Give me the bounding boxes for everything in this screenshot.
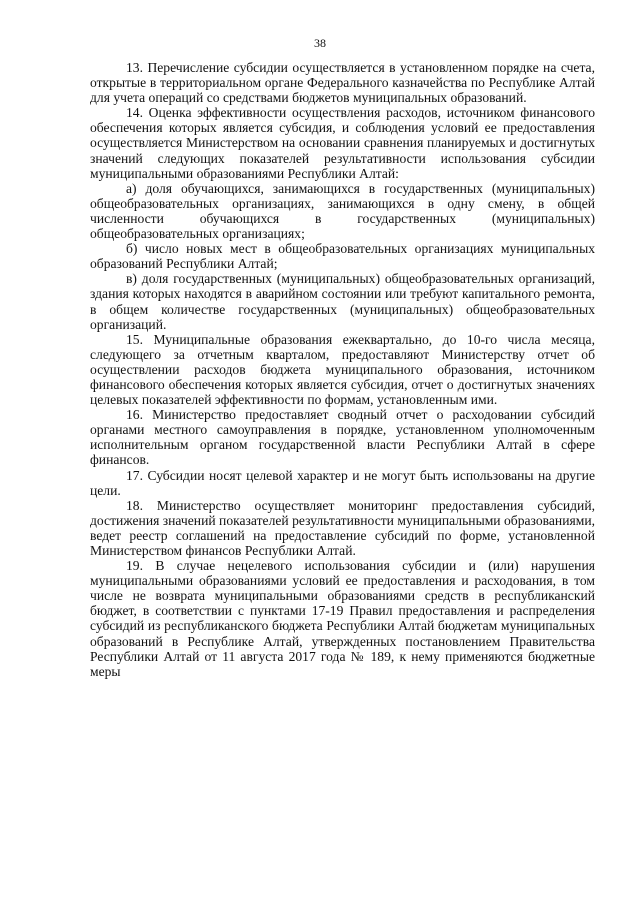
paragraph-14: 14. Оценка эффективности осуществления расходов, источником финансового обеспечения которых является субсидия, и соблюдения условий ее предоставления осуществляется Министерством на основании сравнения планируемых и достигнутых значений следующих показателей результативности использования субсидии муниципальными образованиями Республики Алтай: <box>90 105 595 181</box>
paragraph-14b: б) число новых мест в общеобразовательных организациях муниципальных образований Республики Алтай; <box>90 241 595 272</box>
document-body <box>90 60 595 679</box>
paragraph-14a: а) доля обучающихся, занимающихся в государственных (муниципальных) общеобразовательных организациях, занимающихся в одну смену, в общей численности обучающихся в государственных (муниципальных) общеобразовательных организациях; <box>90 180 595 242</box>
paragraph-17: 17. Субсидии носят целевой характер и не могут быть использованы на другие цели. <box>90 467 595 498</box>
paragraph-14v: в) доля государственных (муниципальных) общеобразовательных организаций, здания которых находятся в аварийном состоянии или требуют капитального ремонта, в общем количестве государственных (муниципальных) общеобразовательных организаций. <box>90 271 595 332</box>
paragraph-19: 19. В случае нецелевого использования субсидии и (или) нарушения муниципальными образованиями условий ее предоставления и расходования, в том числе не возврата муниципальными образованиями средств в республиканский бюджет, в соответствии с пунктами 17-19 Правил предоставления и распределения субсидий из республиканского бюджета Республики Алтай бюджетам муниципальных образований в Республике Алтай, утвержденных постановлением Правительства Республики Алтай от 11 августа 2017 года № 189, к нему применяются бюджетные меры <box>90 558 595 679</box>
paragraph-15: 15. Муниципальные образования ежеквартально, до 10-го числа месяца, следующего за отчетным кварталом, предоставляют Министерству отчет об осуществлении расходов бюджета муниципального образования, источником финансового обеспечения которых является субсидия, отчет о достигнутых значениях целевых показателей эффективности по формам, установленным ими. <box>90 331 595 408</box>
paragraph-18: 18. Министерство осуществляет мониторинг предоставления субсидий, достижения значений показателей результативности муниципальными образованиями, ведет реестр соглашений на предоставление субсидий по форме, установленной Министерством финансов Республики Алтай. <box>90 497 595 558</box>
paragraph-16: 16. Министерство предоставляет сводный отчет о расходовании субсидий органами местного самоуправления в порядке, установленном уполномоченным исполнительным органом государственной власти Республики Алтай в сфере финансов. <box>90 407 595 468</box>
page-number: 38 <box>314 36 326 50</box>
paragraph-13: 13. Перечисление субсидии осуществляется в установленном порядке на счета, открытые в территориальном органе Федерального казначейства по Республике Алтай для учета операций со средствами бюджетов муниципальных образований. <box>90 60 595 106</box>
